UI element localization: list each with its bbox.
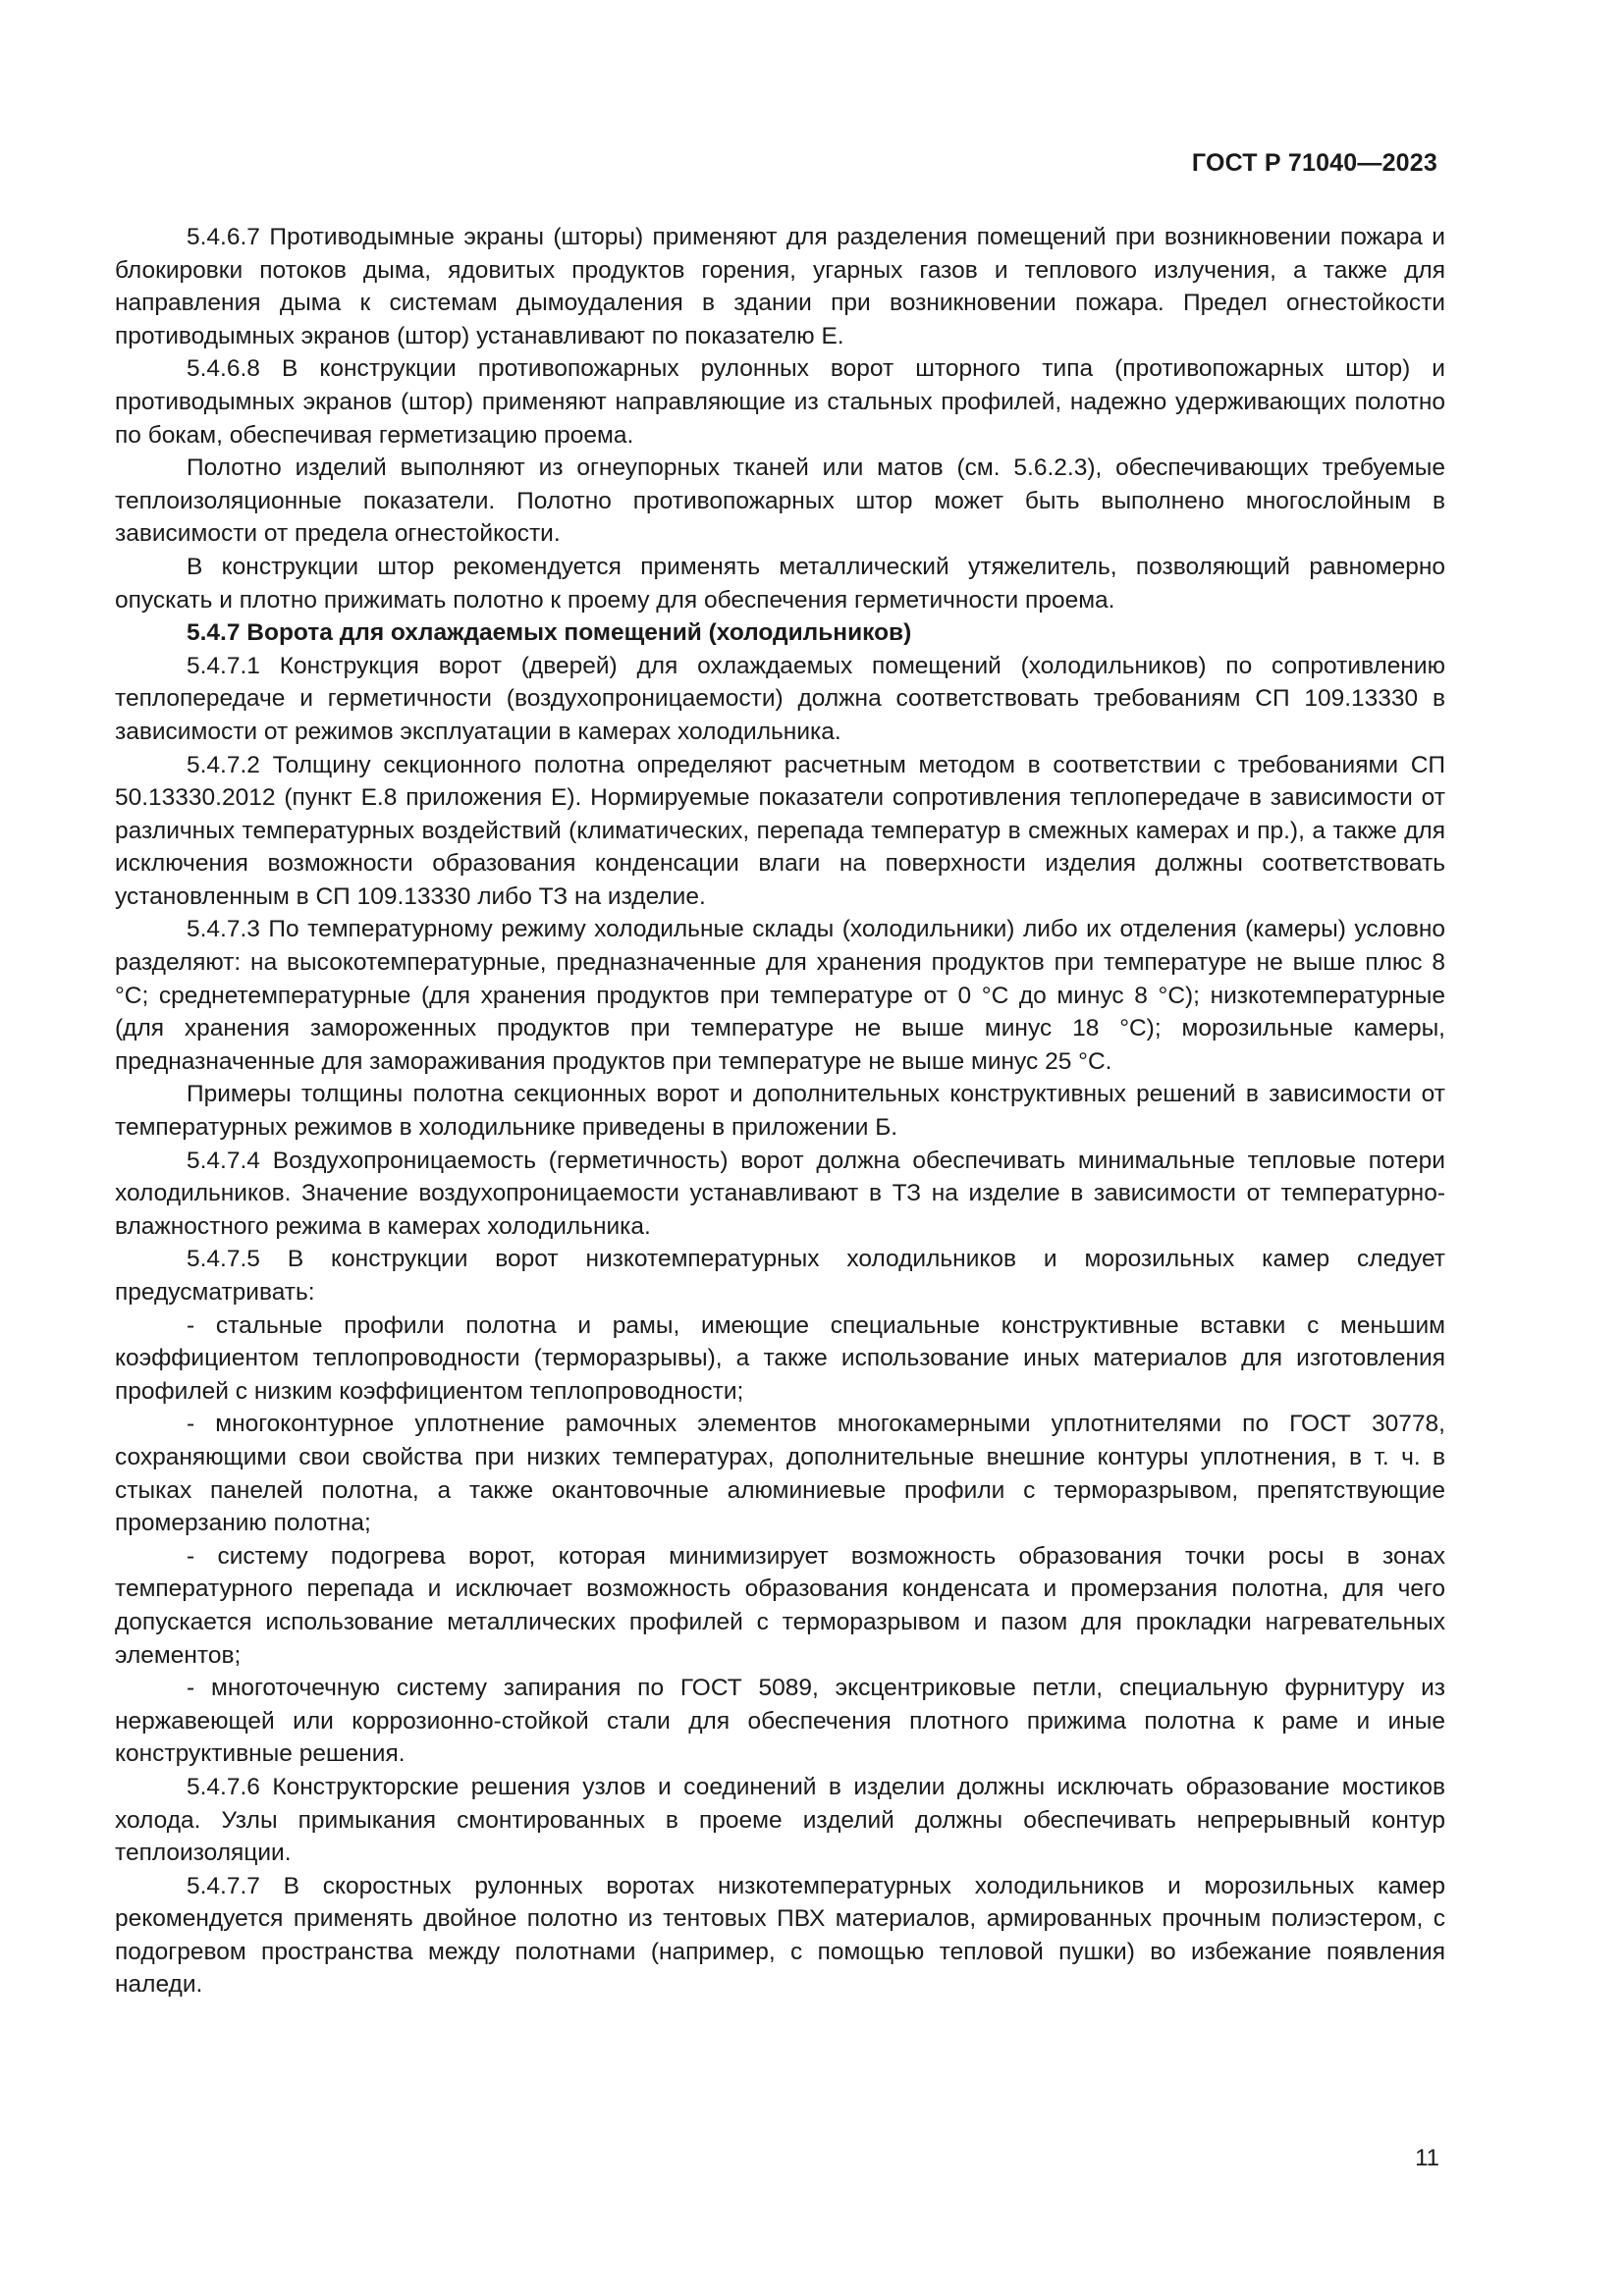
list-item: - стальные профили полотна и рамы, имеющие специальные конструктивные вставки с меньшим коэффициентом теплопроводности (терморазрывы), а также использование иных материалов для изготовления профилей с низким коэффициентом теплопроводности; — [115, 1311, 1445, 1405]
paragraph: В конструкции штор рекомендуется применять металлический утяжелитель, позволяющий равномерно опускать и плотно прижимать полотно к проему для обеспечения герметичности проема. — [115, 553, 1445, 614]
paragraph-5-4-6-7: 5.4.6.7 Противодымные экраны (шторы) применяют для разделения помещений при возникновении пожара и блокировки потоков дыма, ядовитых продуктов горения, угарных газов и теплового излучения, а также для направления дыма к системам дымоудаления в здании при возникновении пожара. Предел огнестойкости противодымных экранов (штор) устанавливают по показателю Е. — [115, 224, 1445, 349]
paragraph-5-4-7-5: 5.4.7.5 В конструкции ворот низкотемпературных холодильников и морозильных камер следует предусматривать: — [115, 1246, 1445, 1306]
list-item: - многоконтурное уплотнение рамочных элементов многокамерными уплотнителями по ГОСТ 30778, сохраняющими свои свойства при низких температурах, дополнительные внешние контуры уплотнения, в т. ч. в стыках панелей полотна, а также окантовочные алюминиевые профили с терморазрывом, препятствующие промерзанию полотна; — [115, 1411, 1445, 1537]
paragraph-5-4-7-6: 5.4.7.6 Конструкторские решения узлов и соединений в изделии должны исключать образование мостиков холода. Узлы примыкания смонтированных в проеме изделий должны обеспечивать непрерывный контур теплоизоляции. — [115, 1773, 1445, 1867]
paragraph-5-4-7-2: 5.4.7.2 Толщину секционного полотна определяют расчетным методом в соответствии с требованиями СП 50.13330.2012 (пункт Е.8 приложения Е). Нормируемые показатели сопротивления теплопередаче в зависимости от различных температурных воздействий (климатических, перепада температур в смежных камерах и пр.), а также для исключения возможности образования конденсации влаги на поверхности изделия должны соответствовать установленным в СП 109.13330 либо ТЗ на изделие. — [115, 751, 1445, 910]
list-item: - многоточечную систему запирания по ГОСТ 5089, эксцентриковые петли, специальную фурнитуру из нержавеющей или коррозионно-стойкой стали для обеспечения плотного прижима полотна к раме и иные конструктивные решения. — [115, 1675, 1445, 1768]
paragraph-5-4-7-3: 5.4.7.3 По температурному режиму холодильные склады (холодильники) либо их отделения (камеры) условно разделяют: на высокотемпературные, предназначенные для хранения продуктов при температуре не выше плюс 8 °С; среднетемпературные (для хранения продуктов при температуре от 0 °С до минус 8 °С); низкотемпературные (для хранения замороженных продуктов при температуре не выше минус 18 °С); морозильные камеры, предназначенные для замораживания продуктов при температуре не выше минус 25 °С. — [115, 916, 1445, 1075]
section-heading-5-4-7: 5.4.7 Ворота для охлаждаемых помещений (холодильников) — [187, 619, 912, 647]
document-body — [115, 221, 1445, 2002]
list-item: - систему подогрева ворот, которая минимизирует возможность образования точки росы в зонах температурного перепада и исключает возможность образования конденсата и промерзания полотна, для чего допускается использование металлических профилей с терморазрывом и пазом для прокладки нагревательных элементов; — [115, 1542, 1445, 1669]
document-header: ГОСТ Р 71040—2023 — [1191, 149, 1437, 177]
paragraph-5-4-7-7: 5.4.7.7 В скоростных рулонных воротах низкотемпературных холодильников и морозильных камер рекомендуется применять двойное полотно из тентовых ПВХ материалов, армированных прочным полиэстером, с подогревом пространства между полотнами (например, с помощью тепловой пушки) во избежание появления наледи. — [115, 1872, 1445, 1999]
page-number: 11 — [1415, 2145, 1439, 2171]
paragraph: Примеры толщины полотна секционных ворот и дополнительных конструктивных решений в зависимости от температурных режимов в холодильнике приведены в приложении Б. — [115, 1081, 1445, 1142]
paragraph: Полотно изделий выполняют из огнеупорных тканей или матов (см. 5.6.2.3), обеспечивающих требуемые теплоизоляционные показатели. Полотно противопожарных штор может быть выполнено многослойным в зависимости от предела огнестойкости. — [115, 454, 1445, 548]
paragraph-5-4-6-8: 5.4.6.8 В конструкции противопожарных рулонных ворот шторного типа (противопожарных штор) и противодымных экранов (штор) применяют направляющие из стальных профилей, надежно удерживающих полотно по бокам, обеспечивая герметизацию проема. — [115, 355, 1445, 449]
paragraph-5-4-7-4: 5.4.7.4 Воздухопроницаемость (герметичность) ворот должна обеспечивать минимальные тепловые потери холодильников. Значение воздухопроницаемости устанавливают в ТЗ на изделие в зависимости от температурно-влажностного режима в камерах холодильника. — [115, 1147, 1445, 1240]
paragraph-5-4-7-1: 5.4.7.1 Конструкция ворот (дверей) для охлаждаемых помещений (холодильников) по сопротивлению теплопередаче и герметичности (воздухопроницаемости) должна соответствовать требованиям СП 109.13330 в зависимости от режимов эксплуатации в камерах холодильника. — [115, 652, 1445, 745]
